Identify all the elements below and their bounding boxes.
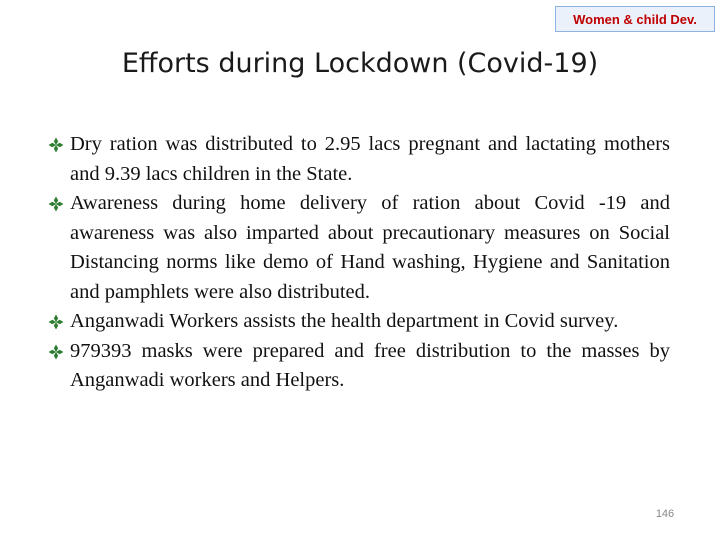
page-number: 146 (655, 508, 675, 520)
section-tag (555, 6, 715, 32)
bullet-text: Anganwadi Workers assists the health department in Covid survey. (70, 310, 619, 332)
bullet-text: Awareness during home delivery of ration about Covid -19 and awareness was also imparted about precautionary measures on Social Distancing norms like demo of Hand washing, Hygiene and Sanitation and pamphlets were also distributed. (70, 192, 670, 303)
bullet-item (48, 337, 670, 396)
diamond-bullet-icon (48, 137, 64, 153)
bullet-item (48, 307, 670, 337)
diamond-bullet-icon (48, 314, 64, 330)
slide-title: Efforts during Lockdown (Covid-19) (121, 48, 599, 79)
diamond-bullet-icon (48, 196, 64, 212)
bullet-item (48, 130, 670, 189)
bullet-item (48, 189, 670, 307)
bullet-list (48, 130, 670, 396)
bullet-text: Dry ration was distributed to 2.95 lacs pregnant and lactating mothers and 9.39 lacs children in the State. (70, 133, 670, 185)
bullet-text: 979393 masks were prepared and free distribution to the masses by Anganwadi workers and Helpers. (70, 339, 670, 391)
diamond-bullet-icon (48, 344, 64, 360)
section-tag-label: Women & child Dev. (573, 12, 697, 27)
